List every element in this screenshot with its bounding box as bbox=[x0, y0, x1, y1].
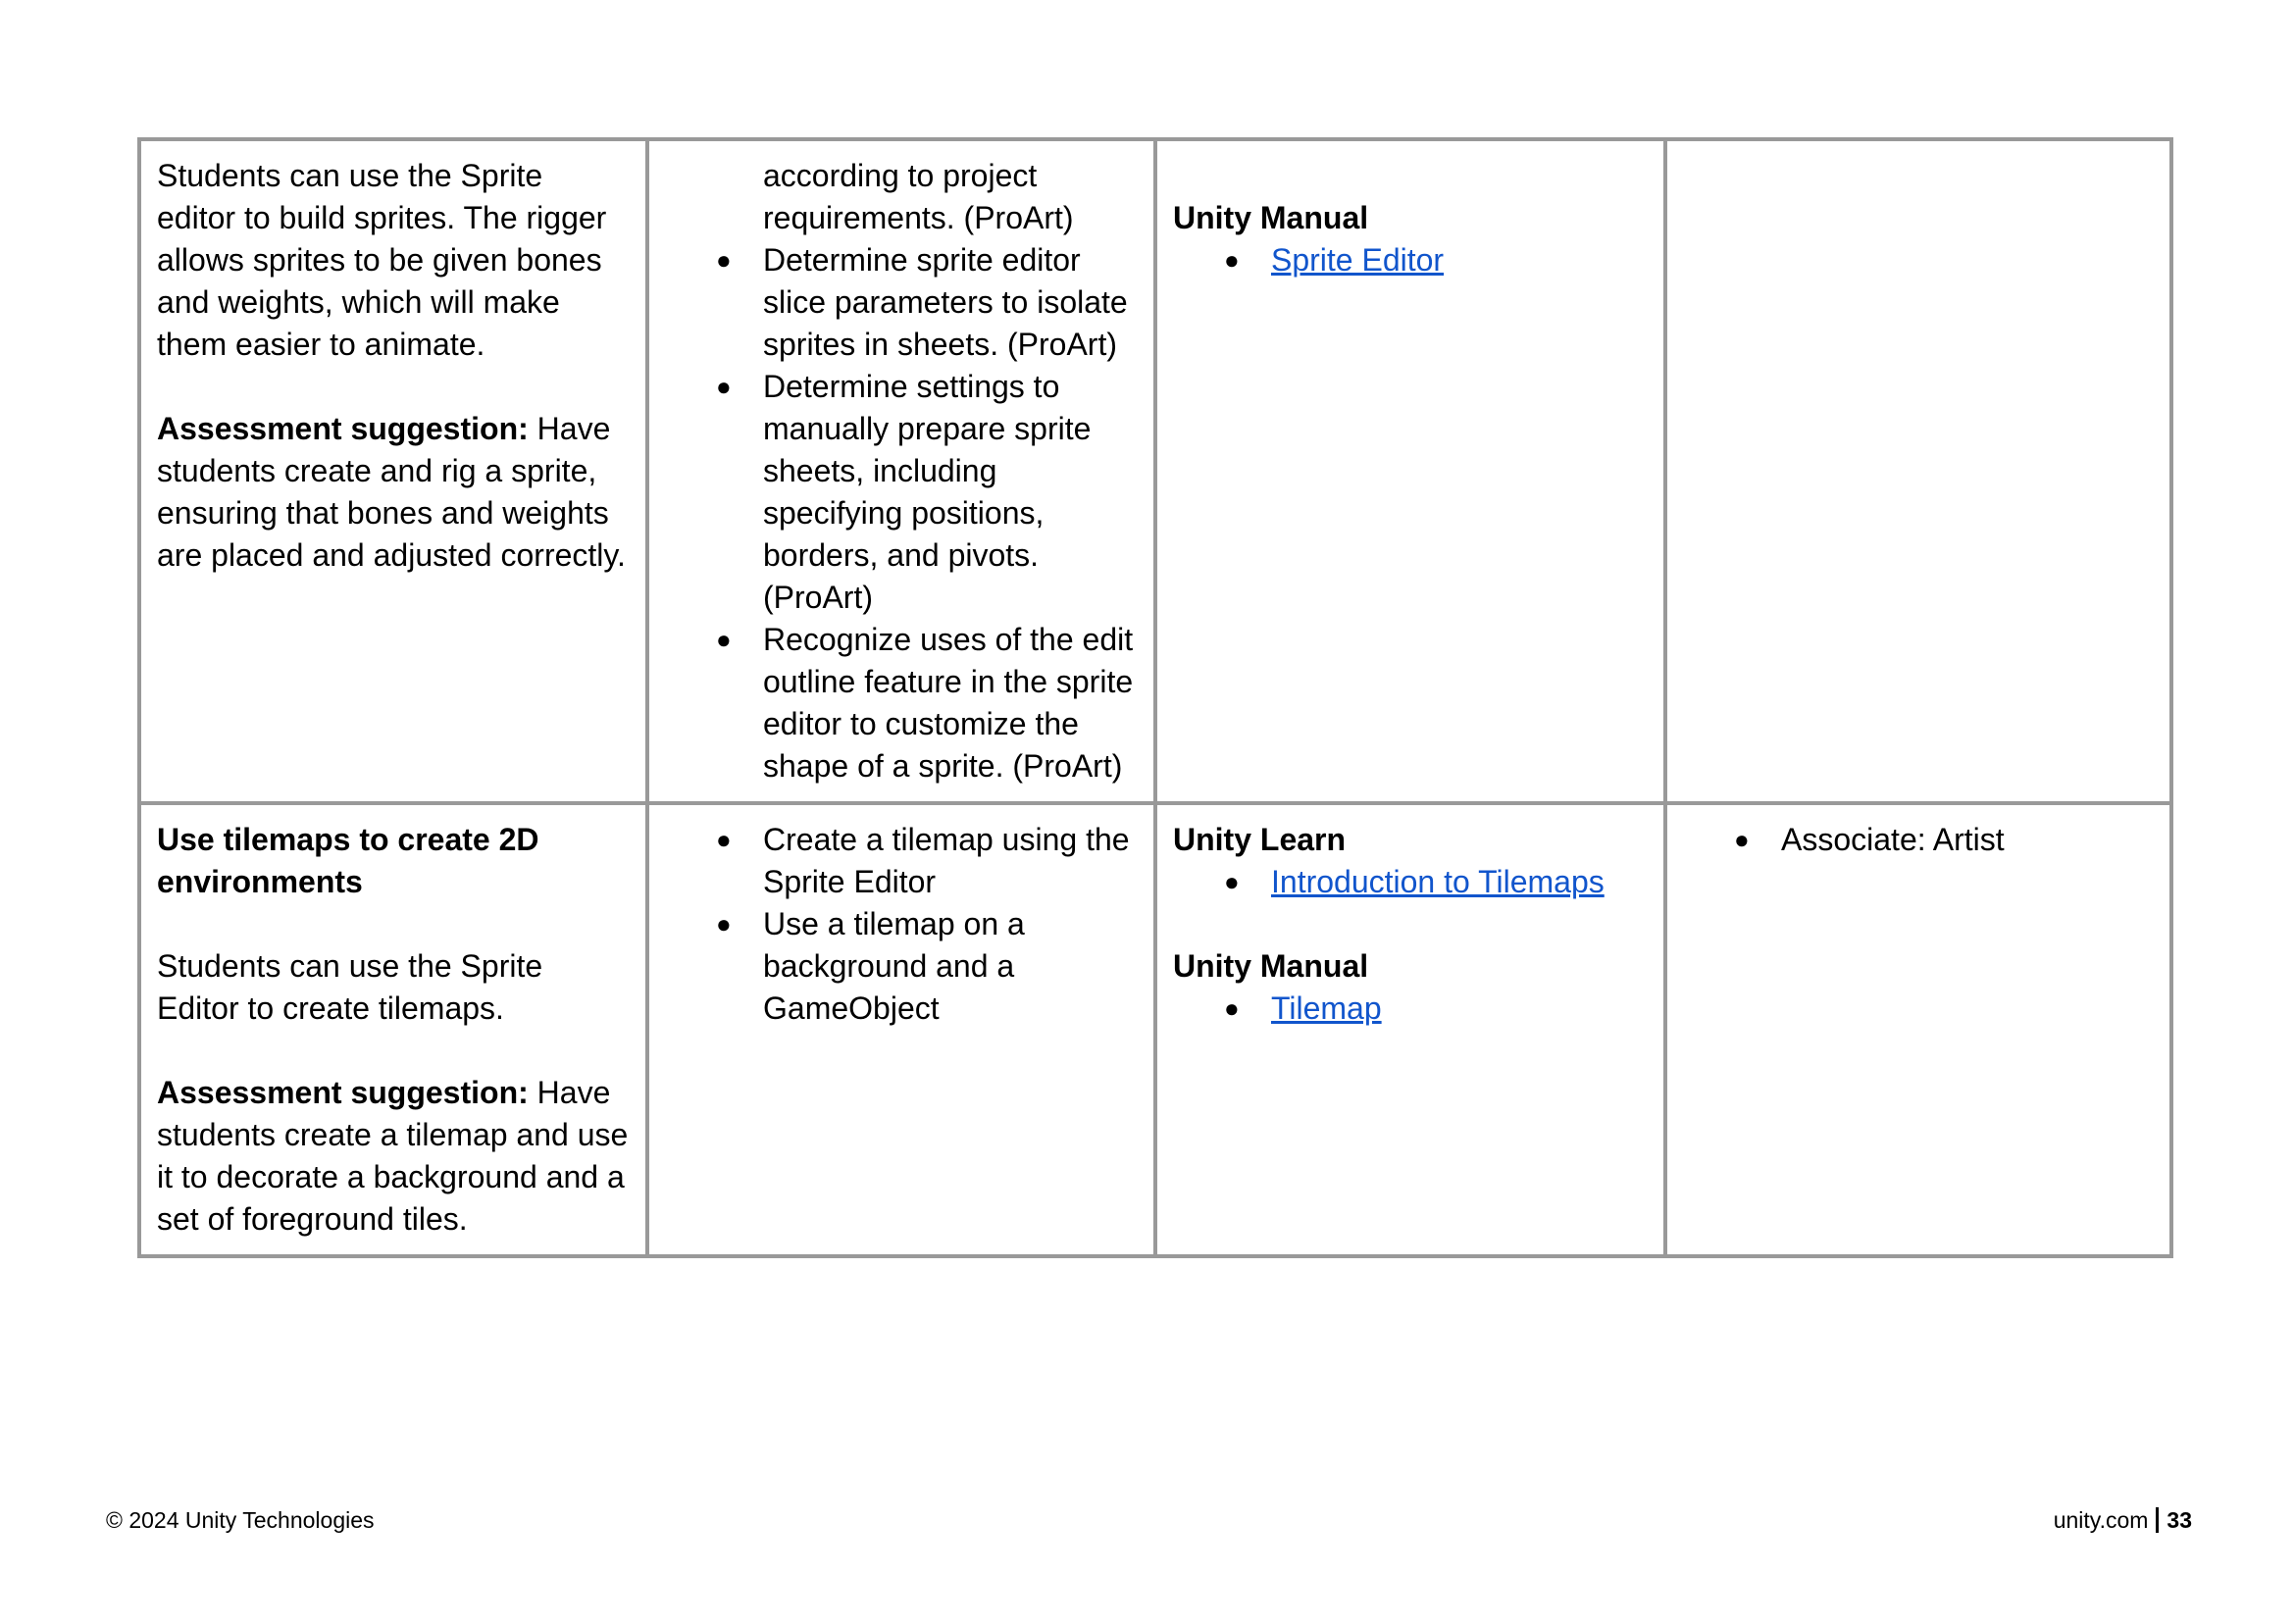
footer-separator bbox=[2156, 1507, 2159, 1533]
footer-page-info bbox=[2054, 1505, 2192, 1535]
row2-manual-list bbox=[1173, 988, 1648, 1030]
list-item: ● Recognize uses of the edit outline feature in the sprite editor to customize the shape of a sprite. (ProArt) bbox=[665, 619, 1138, 787]
row1-resources-cell bbox=[1155, 139, 1665, 803]
footer-site: unity.com bbox=[2053, 1507, 2149, 1533]
curriculum-table bbox=[137, 137, 2173, 1258]
sprite-editor-link[interactable]: Sprite Editor bbox=[1271, 242, 1445, 278]
table-row bbox=[139, 803, 2171, 1256]
row2-assessment-text: Have students create a tilemap and use it to decorate a background and a set of foreground tiles. bbox=[157, 1075, 629, 1237]
row1-resources-heading: Unity Manual bbox=[1173, 200, 1369, 235]
row2-resources-heading-learn: Unity Learn bbox=[1173, 822, 1347, 857]
row1-assessment-label: Assessment suggestion: bbox=[157, 411, 529, 446]
row1-description: Students can use the Sprite editor to build sprites. The rigger allows sprites to be given bones and weights, which will make them easier to animate. bbox=[157, 158, 607, 362]
row2-skills-cell bbox=[647, 803, 1155, 1256]
row2-resources-cell bbox=[1155, 803, 1665, 1256]
row2-objective-cell bbox=[139, 803, 647, 1256]
page-number: 33 bbox=[2167, 1507, 2192, 1533]
list-item: ● Determine sprite editor slice parameters to isolate sprites in sheets. (ProArt) bbox=[665, 239, 1138, 366]
introduction-to-tilemaps-link[interactable]: Introduction to Tilemaps bbox=[1271, 864, 1605, 899]
row1-objective-cell bbox=[139, 139, 647, 803]
row2-assessment bbox=[157, 1072, 630, 1241]
footer-copyright: © 2024 Unity Technologies bbox=[106, 1507, 375, 1533]
list-item bbox=[1173, 988, 1648, 1030]
row2-resources-heading-manual: Unity Manual bbox=[1173, 948, 1369, 984]
row2-certification-cell bbox=[1665, 803, 2171, 1256]
row2-assessment-label: Assessment suggestion: bbox=[157, 1075, 529, 1110]
tilemap-link[interactable]: Tilemap bbox=[1271, 990, 1382, 1026]
table-row bbox=[139, 139, 2171, 803]
row2-title: Use tilemaps to create 2D environments bbox=[157, 822, 539, 899]
row2-learn-list bbox=[1173, 861, 1648, 903]
row1-resources-list bbox=[1173, 239, 1648, 281]
row2-certification-list bbox=[1683, 819, 2154, 861]
list-item: ● Use a tilemap on a background and a GameObject bbox=[665, 903, 1138, 1030]
row1-assessment-text: Have students create and rig a sprite, ensuring that bones and weights are placed and adjusted correctly. bbox=[157, 411, 626, 573]
row1-assessment bbox=[157, 408, 630, 577]
list-item: ● Determine settings to manually prepare sprite sheets, including specifying positions, borders, and pivots. (ProArt) bbox=[665, 366, 1138, 619]
row1-skills-list bbox=[665, 239, 1138, 787]
list-item: ● Create a tilemap using the Sprite Editor bbox=[665, 819, 1138, 903]
list-item bbox=[1173, 239, 1648, 281]
row1-skills-cell bbox=[647, 139, 1155, 803]
row1-certification-cell bbox=[1665, 139, 2171, 803]
row1-skills-continuation: according to project requirements. (ProArt) bbox=[763, 158, 1074, 235]
list-item bbox=[1173, 861, 1648, 903]
list-item: ● Associate: Artist bbox=[1683, 819, 2154, 861]
row2-description: Students can use the Sprite Editor to create tilemaps. bbox=[157, 948, 543, 1026]
row2-skills-list bbox=[665, 819, 1138, 1030]
